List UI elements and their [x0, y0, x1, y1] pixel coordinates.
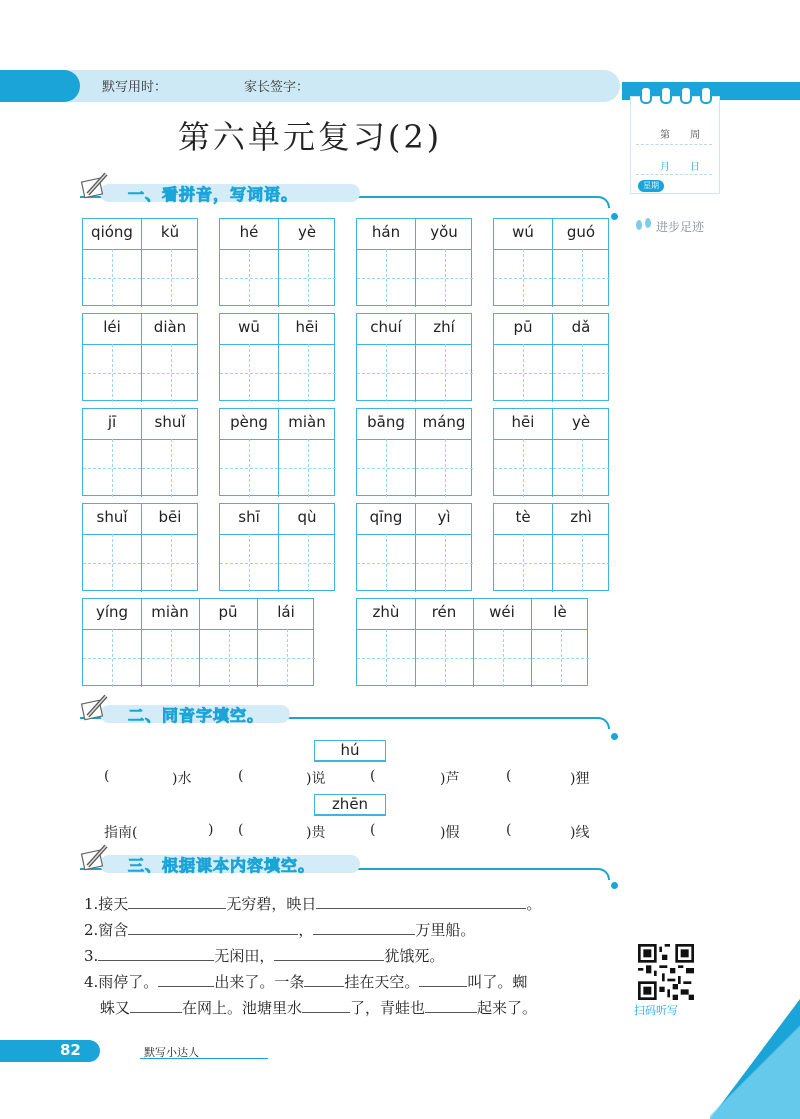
homophone-item: )芦 — [440, 771, 460, 787]
section3-dot — [611, 882, 618, 889]
answer-blank[interactable] — [304, 972, 344, 987]
word-writing-box — [82, 503, 198, 591]
homophone-paren: ( — [370, 822, 376, 838]
qr-label: 扫码听写 — [634, 1004, 678, 1017]
passage-line-5 — [100, 997, 537, 1018]
pinyin-divider — [278, 409, 279, 439]
pinyin-divider — [531, 599, 532, 629]
pinyin-divider — [552, 504, 553, 534]
pinyin-divider — [473, 599, 474, 629]
pinyin-label: lái — [277, 603, 295, 621]
homophone-item: )假 — [440, 825, 460, 841]
pinyin-label: shuǐ — [154, 413, 186, 431]
pinyin-label: guó — [566, 223, 596, 241]
pinyin-divider — [415, 219, 416, 249]
pinyin-divider — [552, 314, 553, 344]
pinyin-label: wéi — [489, 603, 515, 621]
homophone-paren: ( — [370, 768, 376, 784]
pinyin-label: pèng — [230, 413, 268, 431]
poem-line-1 — [84, 893, 541, 914]
character-cell[interactable] — [494, 439, 552, 497]
cell-guide-horizontal — [142, 658, 199, 659]
cell-guide-horizontal — [220, 278, 278, 279]
page-number: 82 — [60, 1041, 81, 1059]
character-cell[interactable] — [552, 249, 610, 307]
cell-guide-horizontal — [357, 658, 415, 659]
text-segment: 在网上。池塘里水 — [182, 999, 303, 1017]
text-segment: 2.窗含 — [84, 921, 129, 939]
text-segment: 4.雨停了。 — [84, 973, 159, 991]
footprints-icon — [634, 216, 654, 232]
pinyin-label: bāng — [367, 413, 405, 431]
homophone-paren: ( — [238, 822, 244, 838]
character-cell[interactable] — [141, 534, 199, 592]
answer-blank[interactable] — [425, 998, 477, 1013]
text-segment: 出来了。一条 — [214, 973, 305, 991]
answer-blank[interactable] — [274, 946, 384, 961]
cell-guide-horizontal — [553, 563, 610, 564]
pen-paper-icon — [80, 842, 110, 872]
pinyin-label: shī — [238, 508, 260, 526]
character-cell[interactable] — [278, 249, 336, 307]
homophone-item: )线 — [570, 825, 590, 841]
pinyin-label: dǎ — [571, 318, 591, 336]
calendar-divider — [636, 174, 712, 175]
character-cell[interactable] — [83, 534, 141, 592]
word-writing-box — [493, 218, 609, 306]
homophone-paren: ) — [208, 822, 214, 838]
calendar-ring-icon — [700, 86, 712, 104]
pinyin-divider — [552, 409, 553, 439]
cell-guide-horizontal — [357, 373, 415, 374]
homophone-item: )狸 — [570, 771, 590, 787]
character-cell[interactable] — [494, 249, 552, 307]
cell-guide-horizontal — [279, 373, 336, 374]
text-segment: 万里船。 — [415, 921, 476, 939]
answer-blank[interactable] — [302, 998, 350, 1013]
character-cell[interactable] — [83, 439, 141, 497]
character-cell[interactable] — [199, 629, 257, 687]
homophone-paren: ( — [238, 768, 244, 784]
cell-guide-horizontal — [416, 373, 473, 374]
section3-title: 三、根据课本内容填空。 — [128, 856, 316, 875]
text-segment: 无闲田， — [214, 947, 275, 965]
pen-paper-icon — [80, 692, 110, 722]
cell-guide-horizontal — [494, 278, 552, 279]
pinyin-label: qù — [297, 508, 317, 526]
word-writing-box — [219, 218, 335, 306]
header-band — [0, 70, 620, 102]
text-segment: 无穷碧，映日 — [226, 895, 317, 913]
text-segment: 1.接天 — [84, 895, 129, 913]
section1-dot — [611, 213, 618, 220]
cell-guide-horizontal — [416, 658, 473, 659]
word-writing-box — [219, 503, 335, 591]
cell-guide-horizontal — [357, 278, 415, 279]
text-segment: 了，青蛙也 — [350, 999, 426, 1017]
pinyin-label: yè — [571, 413, 591, 431]
progress-label: 进步足迹 — [656, 220, 705, 234]
qr-code-icon[interactable] — [638, 944, 694, 1000]
word-writing-box — [493, 313, 609, 401]
cell-guide-horizontal — [357, 468, 415, 469]
pinyin-divider — [141, 599, 142, 629]
pinyin-label: yè — [297, 223, 317, 241]
cell-guide-horizontal — [416, 563, 473, 564]
character-cell[interactable] — [415, 249, 473, 307]
pinyin-label: yíng — [95, 603, 129, 621]
cell-guide-horizontal — [357, 563, 415, 564]
text-segment: 3. — [84, 947, 99, 965]
pinyin-label: pū — [513, 318, 533, 336]
pinyin-tag-zhen: zhēn — [314, 794, 386, 816]
cell-guide-horizontal — [83, 658, 141, 659]
word-writing-box — [493, 408, 609, 496]
pinyin-divider — [141, 504, 142, 534]
cell-guide-horizontal — [220, 468, 278, 469]
pinyin-label: chuí — [370, 318, 402, 336]
cell-guide-horizontal — [416, 468, 473, 469]
cell-guide-horizontal — [142, 468, 199, 469]
pinyin-label: miàn — [151, 603, 189, 621]
character-cell[interactable] — [278, 534, 336, 592]
cell-guide-horizontal — [220, 563, 278, 564]
answer-blank[interactable] — [128, 894, 226, 909]
page-number-pill — [0, 1040, 100, 1062]
pinyin-label: tè — [515, 508, 531, 526]
pinyin-label: hán — [371, 223, 401, 241]
homophone-paren: ( — [506, 822, 512, 838]
cell-guide-horizontal — [416, 278, 473, 279]
pinyin-label: zhí — [433, 318, 455, 336]
weekday-badge: 星期 — [638, 180, 664, 192]
calendar-date-label: 月 日 — [660, 162, 700, 173]
calendar-divider — [636, 144, 712, 145]
pinyin-label: rén — [431, 603, 457, 621]
section2-dot — [611, 733, 618, 740]
cell-guide-horizontal — [279, 278, 336, 279]
character-cell[interactable] — [278, 344, 336, 402]
cell-guide-horizontal — [494, 468, 552, 469]
pinyin-divider — [278, 504, 279, 534]
pinyin-divider — [278, 314, 279, 344]
word-writing-box — [219, 408, 335, 496]
text-segment: 叫了。蜘 — [467, 973, 528, 991]
cell-guide-horizontal — [142, 563, 199, 564]
pinyin-label: zhù — [372, 603, 400, 621]
cell-guide-horizontal — [142, 278, 199, 279]
word-writing-box — [356, 598, 588, 686]
pinyin-label: hēi — [295, 318, 319, 336]
pinyin-label: shuǐ — [96, 508, 128, 526]
character-cell[interactable] — [220, 344, 278, 402]
pinyin-divider — [552, 219, 553, 249]
pinyin-label: jī — [107, 413, 117, 431]
pinyin-tag-hu: hú — [314, 740, 386, 762]
text-segment: ， — [298, 921, 314, 939]
homophone-paren: ( — [104, 768, 110, 784]
pinyin-label: máng — [422, 413, 466, 431]
homophone-paren: ( — [506, 768, 512, 784]
book-title: 默写小达人 — [144, 1046, 199, 1059]
pinyin-label: yǒu — [430, 223, 458, 241]
cell-guide-horizontal — [142, 373, 199, 374]
text-segment: 挂在天空。 — [344, 973, 420, 991]
word-writing-box — [82, 313, 198, 401]
character-cell[interactable] — [141, 629, 199, 687]
character-cell[interactable] — [415, 534, 473, 592]
homophone-item: )贵 — [306, 825, 326, 841]
character-cell[interactable] — [473, 629, 531, 687]
section2-title: 二、同音字填空。 — [128, 706, 265, 725]
character-cell[interactable] — [552, 344, 610, 402]
character-cell[interactable] — [357, 629, 415, 687]
cell-guide-horizontal — [83, 563, 141, 564]
character-cell[interactable] — [83, 249, 141, 307]
pinyin-label: miàn — [288, 413, 326, 431]
homophone-item: )说 — [306, 771, 326, 787]
character-cell[interactable] — [552, 439, 610, 497]
dictation-time-label: 默写用时： — [102, 80, 168, 95]
pinyin-label: lè — [553, 603, 567, 621]
calendar-ring-icon — [640, 86, 652, 104]
cell-guide-horizontal — [83, 278, 141, 279]
pinyin-label: kǔ — [160, 223, 180, 241]
answer-blank[interactable] — [316, 894, 526, 909]
pinyin-divider — [278, 219, 279, 249]
word-writing-box — [82, 408, 198, 496]
footer-rule — [140, 1058, 268, 1059]
page-title: 第六单元复习(2) — [177, 118, 443, 156]
character-cell[interactable] — [83, 629, 141, 687]
cell-guide-horizontal — [83, 373, 141, 374]
answer-blank[interactable] — [158, 972, 214, 987]
character-cell[interactable] — [494, 534, 552, 592]
calendar-week-label: 第 周 — [660, 130, 700, 141]
character-cell[interactable] — [357, 439, 415, 497]
pinyin-divider — [141, 219, 142, 249]
character-cell[interactable] — [257, 629, 315, 687]
character-cell[interactable] — [220, 534, 278, 592]
cell-guide-horizontal — [258, 658, 315, 659]
character-cell[interactable] — [357, 344, 415, 402]
passage-line-4 — [84, 971, 527, 992]
pen-paper-icon — [80, 170, 110, 200]
answer-blank[interactable] — [128, 920, 298, 935]
header-band-accent — [0, 70, 80, 102]
pinyin-label: hēi — [511, 413, 535, 431]
text-segment: 起来了。 — [477, 999, 538, 1017]
character-cell[interactable] — [83, 344, 141, 402]
cell-guide-horizontal — [83, 468, 141, 469]
pinyin-label: zhì — [570, 508, 592, 526]
pinyin-divider — [415, 504, 416, 534]
cell-guide-horizontal — [220, 373, 278, 374]
cell-guide-horizontal — [474, 658, 531, 659]
poem-line-3 — [84, 945, 444, 966]
text-segment: 犹饿死。 — [384, 947, 445, 965]
word-writing-box — [493, 503, 609, 591]
pinyin-divider — [141, 409, 142, 439]
character-cell[interactable] — [141, 344, 199, 402]
section1-title: 一、看拼音，写词语。 — [128, 185, 299, 204]
pinyin-label: wú — [512, 223, 534, 241]
character-cell[interactable] — [357, 534, 415, 592]
pinyin-label: yì — [437, 508, 451, 526]
character-cell[interactable] — [415, 344, 473, 402]
homophone-item: )水 — [172, 771, 192, 787]
character-cell[interactable] — [220, 439, 278, 497]
pinyin-label: qīng — [369, 508, 403, 526]
character-cell[interactable] — [531, 629, 589, 687]
pinyin-label: léi — [103, 318, 121, 336]
pinyin-divider — [415, 314, 416, 344]
word-writing-box — [356, 218, 472, 306]
text-segment: 。 — [526, 895, 542, 913]
word-writing-box — [82, 598, 314, 686]
character-cell[interactable] — [415, 629, 473, 687]
corner-highlight — [710, 999, 800, 1119]
word-writing-box — [356, 408, 472, 496]
calendar-ring-icon — [660, 86, 672, 104]
answer-blank[interactable] — [313, 920, 415, 935]
answer-blank[interactable] — [98, 946, 214, 961]
pinyin-label: bēi — [158, 508, 182, 526]
pinyin-divider — [141, 314, 142, 344]
pinyin-label: qióng — [91, 223, 133, 241]
cell-guide-horizontal — [553, 373, 610, 374]
cell-guide-horizontal — [553, 468, 610, 469]
character-cell[interactable] — [415, 439, 473, 497]
calendar-ring-icon — [680, 86, 692, 104]
pinyin-label: wū — [238, 318, 260, 336]
pinyin-divider — [415, 599, 416, 629]
character-cell[interactable] — [141, 249, 199, 307]
character-cell[interactable] — [357, 249, 415, 307]
homophone-item: 指南( — [104, 825, 138, 841]
cell-guide-horizontal — [553, 278, 610, 279]
answer-blank[interactable] — [130, 998, 182, 1013]
character-cell[interactable] — [141, 439, 199, 497]
cell-guide-horizontal — [532, 658, 589, 659]
character-cell[interactable] — [278, 439, 336, 497]
cell-guide-horizontal — [279, 468, 336, 469]
poem-line-2 — [84, 919, 475, 940]
cell-guide-horizontal — [494, 563, 552, 564]
word-writing-box — [82, 218, 198, 306]
text-segment: 蛛又 — [100, 999, 131, 1017]
pinyin-divider — [257, 599, 258, 629]
cell-guide-horizontal — [279, 563, 336, 564]
cell-guide-horizontal — [494, 373, 552, 374]
character-cell[interactable] — [494, 344, 552, 402]
parent-signature-label: 家长签字： — [244, 80, 310, 95]
pinyin-label: diàn — [153, 318, 187, 336]
pinyin-divider — [415, 409, 416, 439]
pinyin-label: pū — [218, 603, 238, 621]
answer-blank[interactable] — [419, 972, 467, 987]
cell-guide-horizontal — [200, 658, 257, 659]
pinyin-label: hé — [239, 223, 259, 241]
word-writing-box — [356, 503, 472, 591]
character-cell[interactable] — [220, 249, 278, 307]
word-writing-box — [356, 313, 472, 401]
character-cell[interactable] — [552, 534, 610, 592]
pinyin-divider — [199, 599, 200, 629]
word-writing-box — [219, 313, 335, 401]
